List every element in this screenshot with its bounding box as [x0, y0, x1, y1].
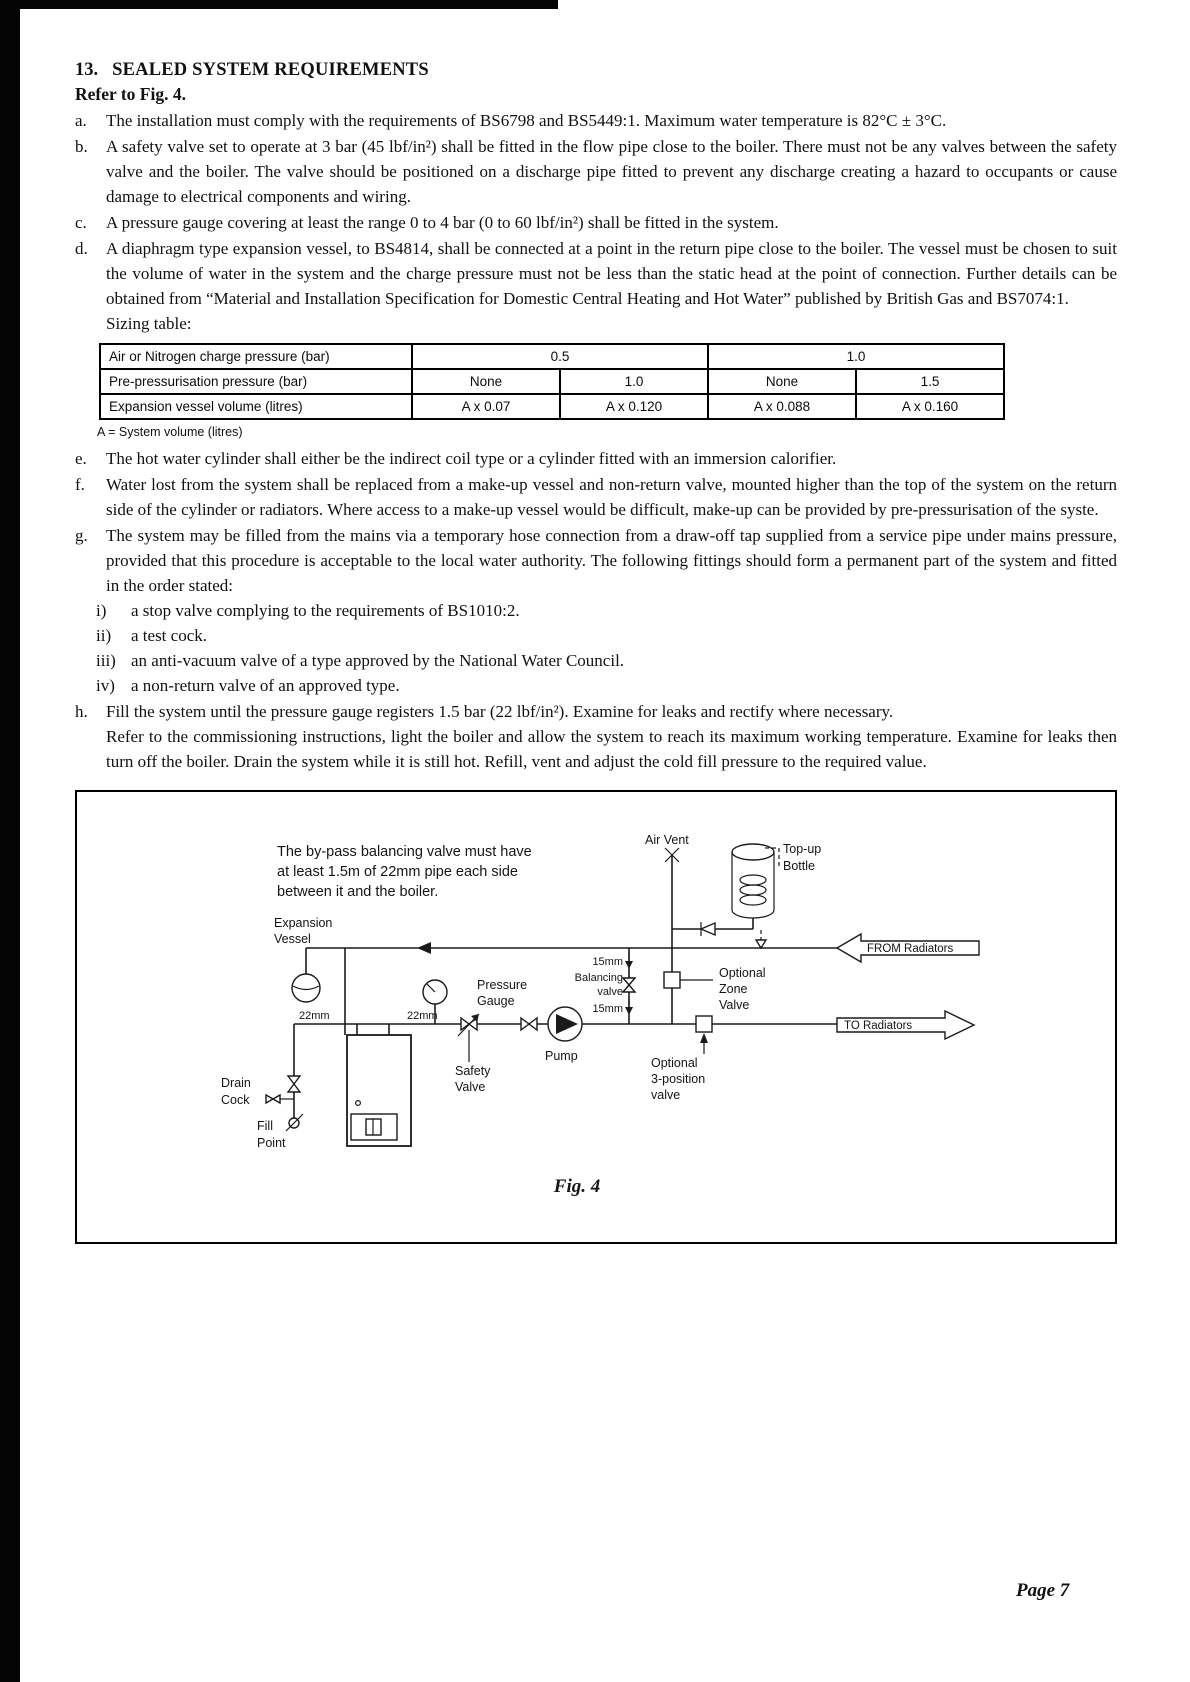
item-letter: a. — [75, 111, 87, 130]
sub-item-marker: iv) — [96, 676, 115, 695]
item-letter: e. — [75, 449, 87, 468]
sub-item-text: a test cock. — [131, 626, 207, 645]
bypass-size-label: 15mm — [592, 1003, 623, 1015]
check-valve-icon — [701, 922, 715, 936]
three-position-valve-label: Optional — [651, 1056, 698, 1070]
item-letter: c. — [75, 213, 87, 232]
list-item-c — [75, 210, 1117, 235]
item-h-paragraph-2: Refer to the commissioning instructions, light the boiler and allow the system to reach its maximum working temperature. Examine for leaks then turn off the boiler. Drain the system while it is still hot. Refill, vent and adjust the cold fill pressure to the required value. — [106, 727, 1117, 771]
air-vent-label: Air Vent — [645, 833, 689, 847]
drain-cock-icon — [266, 1076, 300, 1103]
item-text: The hot water cylinder shall either be the indirect coil type or a cylinder fitted with an immersion calorifier. — [106, 449, 837, 468]
table-cell: Air or Nitrogen charge pressure (bar) — [100, 344, 412, 369]
table-cell: 0.5 — [412, 344, 708, 369]
bypass-size-label: 15mm — [592, 956, 623, 968]
item-letter: g. — [75, 526, 88, 545]
flow-arrow — [417, 942, 431, 954]
sub-item-text: a non-return valve of an approved type. — [131, 676, 400, 695]
table-cell: A x 0.07 — [412, 394, 560, 419]
zone-valve-label: Optional — [719, 966, 766, 980]
table-row-pre-pressurisation — [100, 369, 1004, 394]
list-item-e — [75, 446, 1117, 471]
item-letter: b. — [75, 137, 88, 156]
to-radiators-label: TO Radiators — [844, 1020, 913, 1032]
pump-icon — [548, 1007, 582, 1041]
safety-valve-label: Valve — [455, 1080, 486, 1094]
sub-item-iv — [96, 673, 1117, 698]
table-cell: None — [708, 369, 856, 394]
zone-valve-label: Valve — [719, 998, 750, 1012]
three-position-valve-label: 3-position — [651, 1072, 706, 1086]
sub-item-marker: i) — [96, 601, 107, 620]
sizing-table-label: Sizing table: — [106, 314, 192, 333]
expansion-vessel-label: Vessel — [274, 932, 311, 946]
table-row-charge-pressure — [100, 344, 1004, 369]
list-item-a — [75, 108, 1117, 133]
page-content — [75, 60, 1117, 1244]
list-item-f — [75, 472, 1117, 522]
zone-valve-icon — [664, 972, 680, 988]
bypass-note-line: at least 1.5m of 22mm pipe each side — [277, 864, 518, 880]
item-letter: f. — [75, 475, 85, 494]
three-position-valve-label: valve — [651, 1088, 681, 1102]
expansion-vessel-icon — [292, 974, 320, 1002]
table-cell: 1.5 — [856, 369, 1004, 394]
item-letter: d. — [75, 239, 88, 258]
balancing-valve-icon — [623, 952, 635, 1015]
zone-valve-label: Zone — [719, 982, 748, 996]
top-up-bottle-label: Top-up — [783, 842, 822, 856]
drain-cock-label: Cock — [221, 1093, 250, 1107]
sub-item-text: an anti-vacuum valve of a type approved by the National Water Council. — [131, 651, 625, 670]
pressure-gauge-label: Pressure — [477, 978, 528, 992]
item-g-paragraph: The system may be filled from the mains via a temporary hose connection from a draw-off tap supplied from a service pipe under mains pressure, provided that this procedure is acceptable to the local water authority. The following fittings should form a permanent part of the system and fitted in the order stated: — [106, 526, 1117, 595]
table-cell: A x 0.088 — [708, 394, 856, 419]
drain-cock-label: Drain — [221, 1076, 251, 1090]
list-item-g — [75, 523, 1117, 698]
refer-line: Refer to Fig. 4. — [75, 84, 186, 104]
expansion-vessel-label: Expansion — [274, 916, 333, 930]
sub-item-marker: iii) — [96, 651, 116, 670]
section-number: 13. — [75, 60, 99, 80]
item-text — [106, 699, 1117, 774]
isolating-valve-icon — [521, 1018, 537, 1030]
sizing-table — [99, 343, 1005, 420]
sub-item-marker: ii) — [96, 626, 112, 645]
item-text: Water lost from the system shall be replaced from a make-up vessel and non-return valve, mounted higher than the top of the system on the return side of the cylinder or radiators. Where access to a make-up vessel would be difficult, make-up can be provided by pre-pressurisation of the syste. — [106, 475, 1117, 519]
top-up-bottle-icon — [732, 844, 779, 918]
page-number: Page 7 — [1016, 1580, 1070, 1601]
to-radiators-arrow — [837, 1011, 974, 1039]
pressure-gauge-icon — [423, 980, 447, 1004]
sub-item-text: a stop valve complying to the requirements of BS1010:2. — [131, 601, 520, 620]
fill-point-label: Point — [257, 1136, 286, 1150]
balancing-valve-label: valve — [597, 986, 623, 998]
figure-4 — [75, 790, 1117, 1244]
bypass-note-line: between it and the boiler. — [277, 884, 439, 900]
pressure-gauge-label: Gauge — [477, 994, 515, 1008]
pump-label: Pump — [545, 1049, 578, 1063]
figure-caption: Fig. 4 — [553, 1176, 601, 1197]
list-item-h — [75, 699, 1117, 774]
item-d-paragraph: A diaphragm type expansion vessel, to BS4814, shall be connected at a point in the return pipe close to the boiler. The vessel must be chosen to suit the volume of water in the system and the charge pressure must not be less than the static head at the point of connection. Further details can be obtained from “Material and Installation Specification for Domestic Central Heating and Hot Water” published by British Gas and BS7074:1. — [106, 239, 1117, 308]
item-text: A pressure gauge covering at least the range 0 to 4 bar (0 to 60 lbf/in²) shall be fitted in the system. — [106, 213, 779, 232]
balancing-valve-label: Balancing — [574, 972, 623, 984]
table-cell: 1.0 — [560, 369, 708, 394]
section-heading — [75, 60, 1117, 81]
from-radiators-label: FROM Radiators — [867, 943, 954, 955]
item-text: A safety valve set to operate at 3 bar (45 lbf/in²) shall be fitted in the flow pipe close to the boiler. There must not be any valves between the safety valve and the boiler. The valve should be positioned on a discharge pipe fitted to prevent any discharge creating a hazard to occupants or cause damage to electrical components and wiring. — [106, 137, 1117, 206]
section-title: SEALED SYSTEM REQUIREMENTS — [112, 60, 429, 80]
boiler-icon — [347, 1035, 411, 1146]
safety-valve-label: Safety — [455, 1064, 491, 1078]
sub-item-iii — [96, 648, 1117, 673]
item-h-paragraph-1: Fill the system until the pressure gauge registers 1.5 bar (22 lbf/in²). Examine for leaks and rectify where necessary. — [106, 702, 894, 721]
top-up-feed-icon — [756, 930, 766, 948]
table-cell: Expansion vessel volume (litres) — [100, 394, 412, 419]
item-letter: h. — [75, 702, 88, 721]
table-cell: A x 0.160 — [856, 394, 1004, 419]
table-cell: A x 0.120 — [560, 394, 708, 419]
bypass-note-line: The by-pass balancing valve must have — [277, 844, 532, 860]
pipe-size-label: 22mm — [407, 1010, 438, 1022]
list-item-d — [75, 236, 1117, 336]
system-diagram — [77, 792, 1114, 1242]
sub-item-i — [96, 598, 1117, 623]
fill-point-label: Fill — [257, 1119, 273, 1133]
item-text — [106, 236, 1117, 336]
table-row-vessel-volume — [100, 394, 1004, 419]
table-cell: Pre-pressurisation pressure (bar) — [100, 369, 412, 394]
sub-item-ii — [96, 623, 1117, 648]
pipe-size-label: 22mm — [299, 1010, 330, 1022]
from-radiators-arrow — [837, 934, 979, 962]
table-note: A = System volume (litres) — [97, 425, 243, 439]
table-cell: 1.0 — [708, 344, 1004, 369]
item-text: The installation must comply with the requirements of BS6798 and BS5449:1. Maximum water temperature is 82°C ± 3°C. — [106, 111, 947, 130]
three-position-valve-icon — [696, 1016, 712, 1054]
item-text — [96, 523, 1117, 698]
table-cell: None — [412, 369, 560, 394]
top-up-bottle-label: Bottle — [783, 859, 815, 873]
list-item-b — [75, 134, 1117, 209]
scan-edge-top — [0, 0, 558, 9]
scan-edge-left — [0, 0, 20, 1682]
